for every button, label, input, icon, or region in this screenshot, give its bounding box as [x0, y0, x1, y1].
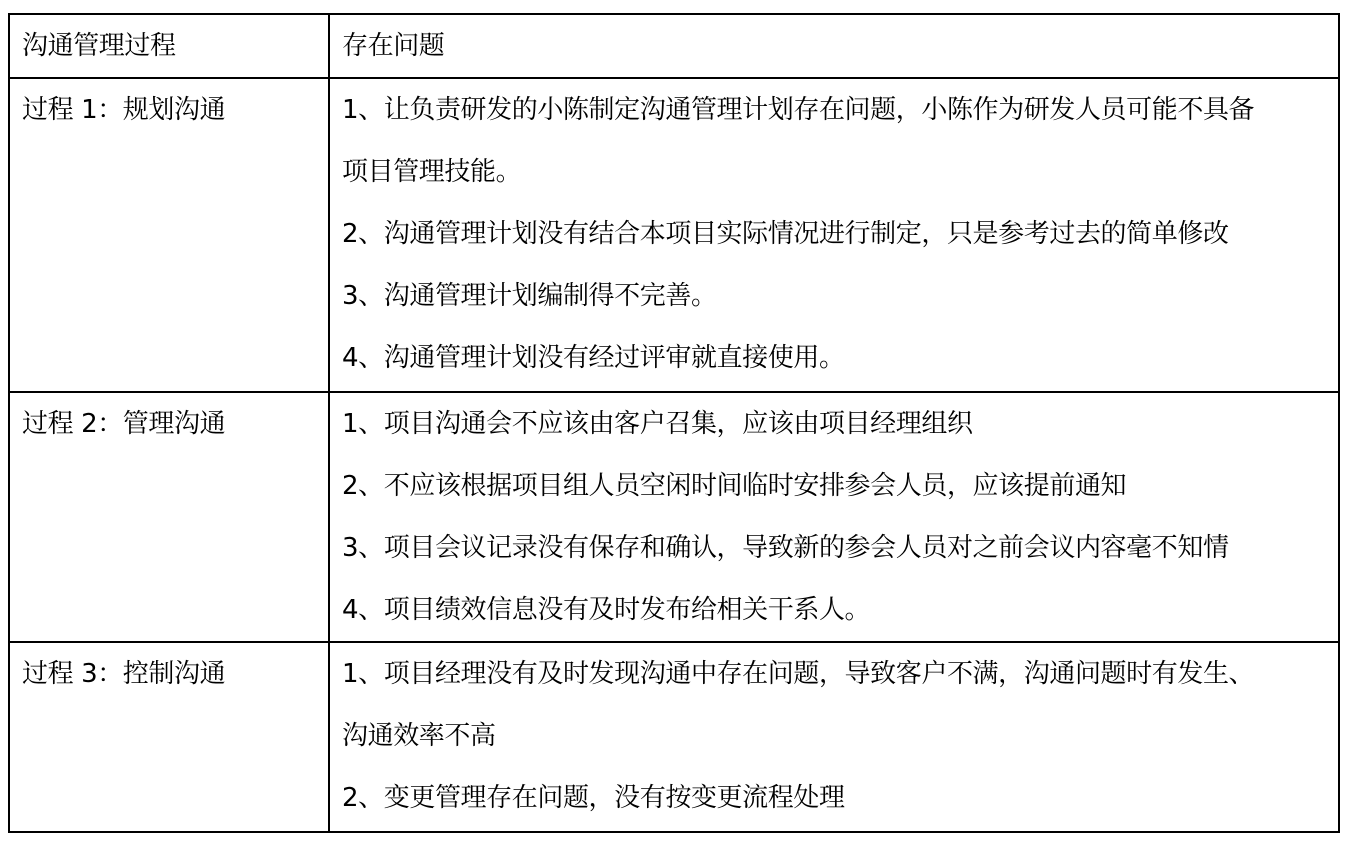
header-cell-issues [329, 14, 1339, 78]
issue-line: 3、项目会议记录没有保存和确认，导致新的参会人员对之前会议内容毫不知情 [342, 533, 1229, 563]
issue-line: 1、项目沟通会不应该由客户召集，应该由项目经理组织 [342, 409, 973, 439]
process-cell [9, 78, 329, 392]
process-cell [9, 392, 329, 642]
issue-line: 项目管理技能。 [342, 157, 522, 187]
table-row [9, 78, 1339, 392]
issue-line: 2、沟通管理计划没有结合本项目实际情况进行制定，只是参考过去的简单修改 [342, 219, 1229, 249]
issue-line: 沟通效率不高 [342, 721, 496, 751]
process-label: 过程 3：控制沟通 [22, 659, 226, 689]
process-label: 过程 1：规划沟通 [22, 95, 226, 125]
issue-line: 1、项目经理没有及时发现沟通中存在问题，导致客户不满，沟通问题时有发生、 [342, 659, 1255, 689]
issue-line: 4、沟通管理计划没有经过评审就直接使用。 [342, 343, 845, 373]
issue-line: 1、让负责研发的小陈制定沟通管理计划存在问题，小陈作为研发人员可能不具备 [342, 95, 1255, 125]
header-issues-label: 存在问题 [342, 31, 445, 61]
table-row [9, 642, 1339, 832]
table-row [9, 392, 1339, 642]
process-label: 过程 2：管理沟通 [22, 409, 226, 439]
table-header-row [9, 14, 1339, 78]
issues-cell [329, 78, 1339, 392]
issues-table [8, 13, 1340, 833]
header-cell-process [9, 14, 329, 78]
issues-cell [329, 392, 1339, 642]
issue-line: 2、不应该根据项目组人员空闲时间临时安排参会人员，应该提前通知 [342, 471, 1127, 501]
issue-line: 3、沟通管理计划编制得不完善。 [342, 281, 717, 311]
header-process-label: 沟通管理过程 [22, 31, 176, 61]
issue-line: 2、变更管理存在问题，没有按变更流程处理 [342, 783, 845, 813]
process-cell [9, 642, 329, 832]
issue-line: 4、项目绩效信息没有及时发布给相关干系人。 [342, 595, 871, 625]
issues-cell [329, 642, 1339, 832]
